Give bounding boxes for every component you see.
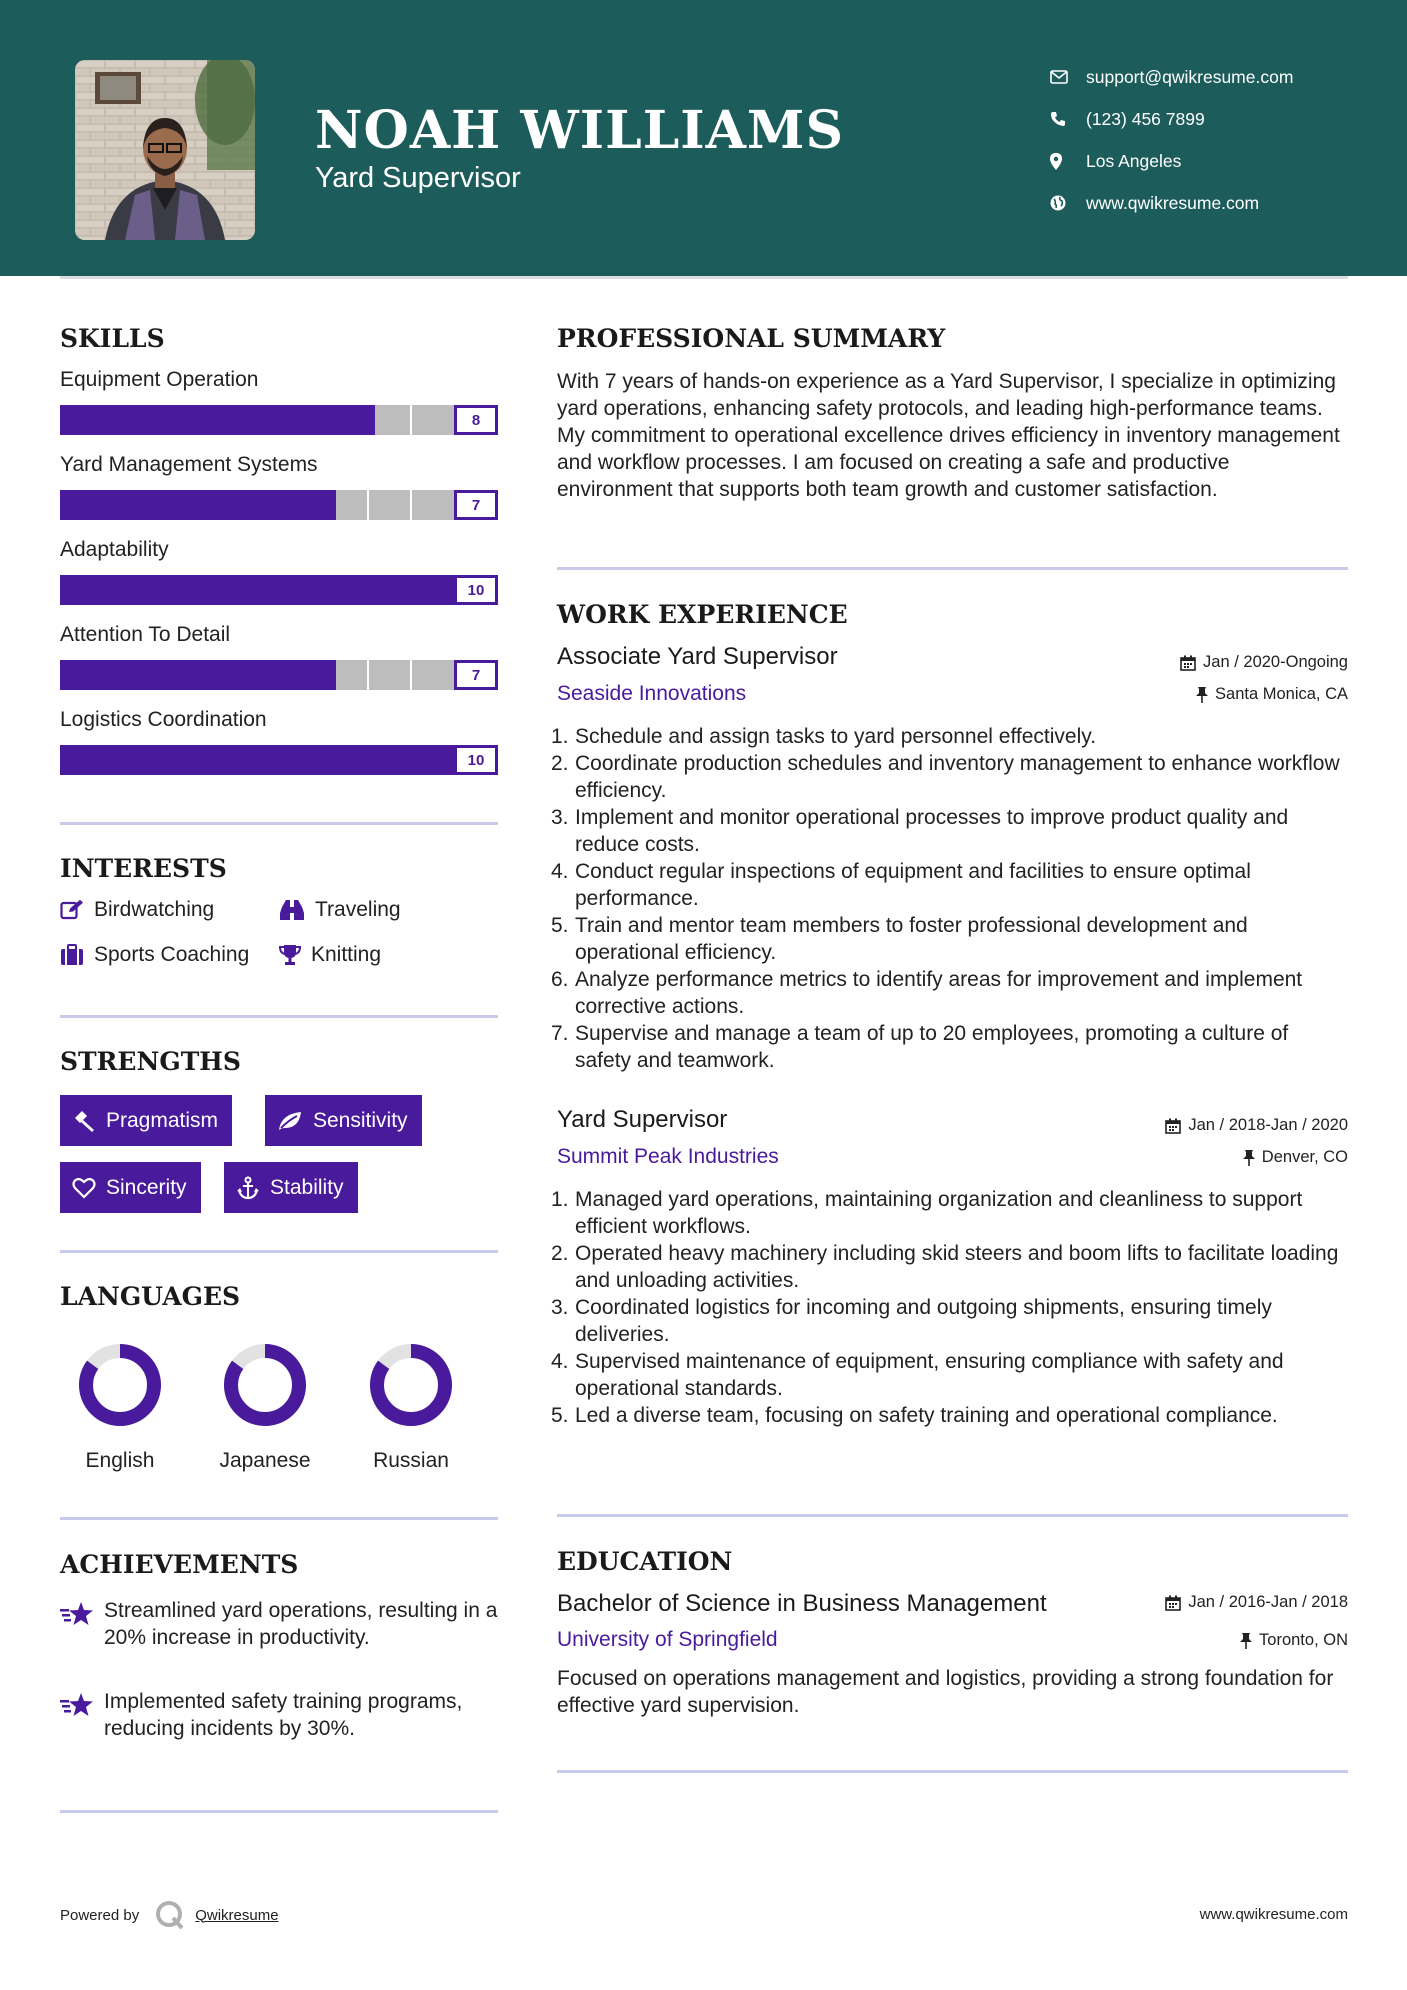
list-number: 3. xyxy=(551,1296,569,1319)
list-number: 7. xyxy=(551,1022,569,1045)
responsibility-text: Conduct regular inspections of equipment and facilities to ensure optimal performance. xyxy=(575,860,1251,910)
skill-bar-segment xyxy=(148,575,150,605)
anchor-icon xyxy=(236,1176,260,1200)
map-pin-icon xyxy=(1050,153,1086,170)
interest-item xyxy=(60,943,249,967)
skill-bar xyxy=(60,490,498,520)
job-dates xyxy=(1165,1116,1348,1135)
list-number: 2. xyxy=(551,1242,569,1265)
section-divider xyxy=(60,1810,498,1813)
header-divider xyxy=(60,276,1348,279)
skill-bar-segment xyxy=(367,660,369,690)
job-location xyxy=(1243,1148,1348,1167)
gavel-icon xyxy=(72,1110,96,1132)
job-responsibilities xyxy=(551,723,1347,1074)
skill-level-badge: 10 xyxy=(454,745,498,775)
strength-label: Stability xyxy=(270,1175,344,1199)
skill-level-badge: 8 xyxy=(454,405,498,435)
responsibility-item xyxy=(551,1402,1347,1429)
skill-bar-segment xyxy=(235,490,237,520)
skill-bar-segment xyxy=(323,575,325,605)
contact-website-text: www.qwikresume.com xyxy=(1086,192,1260,213)
skill-bar-segment xyxy=(104,575,106,605)
phone-icon xyxy=(1050,111,1086,127)
responsibility-item xyxy=(551,858,1347,912)
skill-bar-segment xyxy=(410,745,412,775)
education-degree: Bachelor of Science in Business Management xyxy=(557,1590,1047,1617)
job-location-text: Denver, CO xyxy=(1261,1148,1348,1166)
language-name: Japanese xyxy=(219,1449,311,1472)
interest-item xyxy=(279,943,381,967)
pushpin-icon xyxy=(1240,1633,1252,1649)
list-number: 4. xyxy=(551,1350,569,1373)
strength-label: Sensitivity xyxy=(313,1108,408,1132)
education-location xyxy=(1240,1631,1348,1650)
job-title: Yard Supervisor xyxy=(557,1106,728,1133)
skill-bar xyxy=(60,405,498,435)
achievement-item xyxy=(60,1688,500,1742)
skill-bar-segment xyxy=(235,660,237,690)
strength-label: Pragmatism xyxy=(106,1108,219,1132)
section-divider xyxy=(60,822,498,825)
skill-bar-segment xyxy=(148,660,150,690)
list-number: 2. xyxy=(551,752,569,775)
responsibility-text: Analyze performance metrics to identify areas for improvement and implement corrective actions. xyxy=(575,968,1303,1018)
job-company: Seaside Innovations xyxy=(557,682,747,705)
skill-name: Attention To Detail xyxy=(60,623,231,646)
language-item xyxy=(205,1340,325,1473)
skill-bar-segment xyxy=(191,575,193,605)
responsibility-text: Operated heavy machinery including skid steers and boom lifts to facilitate loading and unloading activities. xyxy=(575,1242,1339,1292)
achievement-text: Implemented safety training programs, reducing incidents by 30%. xyxy=(104,1690,463,1740)
skill-bar-segment xyxy=(279,490,281,520)
calendar-icon xyxy=(1180,655,1196,671)
education-dates-text: Jan / 2016-Jan / 2018 xyxy=(1188,1593,1348,1611)
skill-bar-segment xyxy=(235,745,237,775)
footer-powered-by xyxy=(60,1900,279,1930)
skill-bar-segment xyxy=(235,405,237,435)
contact-location-text: Los Angeles xyxy=(1086,150,1182,171)
briefcase-icon xyxy=(60,944,84,966)
skill-bar xyxy=(60,660,498,690)
skill-bar-segment xyxy=(104,490,106,520)
list-number: 6. xyxy=(551,968,569,991)
strength-badge xyxy=(60,1095,232,1146)
pushpin-icon xyxy=(1196,687,1208,703)
skill-name: Adaptability xyxy=(60,538,169,561)
education-location-text: Toronto, ON xyxy=(1259,1631,1348,1649)
job-dates xyxy=(1180,653,1348,672)
list-number: 5. xyxy=(551,1404,569,1427)
skill-bar-segment xyxy=(323,660,325,690)
skill-name: Logistics Coordination xyxy=(60,708,267,731)
envelope-icon xyxy=(1050,70,1086,84)
job-dates-text: Jan / 2020-Ongoing xyxy=(1203,653,1348,671)
leaf-icon xyxy=(277,1110,303,1132)
achievement-text: Streamlined yard operations, resulting in a 20% increase in productivity. xyxy=(104,1599,498,1649)
skill-bar-segment xyxy=(410,575,412,605)
responsibility-text: Coordinated logistics for incoming and outgoing shipments, ensuring timely deliveries. xyxy=(575,1296,1272,1346)
job-location-text: Santa Monica, CA xyxy=(1215,685,1348,703)
strengths-heading: STRENGTHS xyxy=(60,1047,241,1076)
powered-by-label: Powered by xyxy=(60,1906,140,1924)
responsibility-text: Led a diverse team, focusing on safety training and operational compliance. xyxy=(575,1404,1278,1427)
skill-bar-fill xyxy=(60,405,375,435)
skill-bar-segment xyxy=(410,490,412,520)
contact-email-text: support@qwikresume.com xyxy=(1086,66,1294,87)
responsibility-text: Managed yard operations, maintaining organization and cleanliness to support efficient workflows. xyxy=(575,1188,1303,1238)
skill-level-badge: 10 xyxy=(454,575,498,605)
resume-header xyxy=(0,0,1407,276)
language-item xyxy=(351,1340,471,1473)
qwikresume-link[interactable]: Qwikresume xyxy=(195,1906,279,1924)
skill-level-badge: 7 xyxy=(454,660,498,690)
skill-bar-segment xyxy=(367,490,369,520)
strength-label: Sincerity xyxy=(106,1175,187,1199)
section-divider xyxy=(60,1517,498,1520)
achievement-item xyxy=(60,1597,500,1651)
education-dates xyxy=(1165,1593,1348,1612)
skill-bar-segment xyxy=(148,745,150,775)
skill-bar-segment xyxy=(191,660,193,690)
pushpin-icon xyxy=(1243,1150,1255,1166)
skill-bar-segment xyxy=(323,745,325,775)
contact-list xyxy=(1050,56,1293,224)
strength-badge xyxy=(265,1095,422,1146)
skill-bar-segment xyxy=(323,405,325,435)
responsibility-text: Train and mentor team members to foster professional development and operational efficiency. xyxy=(575,914,1248,964)
list-number: 5. xyxy=(551,914,569,937)
section-divider xyxy=(60,1250,498,1253)
skill-bar-segment xyxy=(367,405,369,435)
skill-bar-segment xyxy=(410,405,412,435)
calendar-icon xyxy=(1165,1118,1181,1134)
skill-bar-segment xyxy=(367,575,369,605)
interest-label: Birdwatching xyxy=(94,898,215,921)
skill-bar xyxy=(60,745,498,775)
contact-website[interactable] xyxy=(1050,182,1293,224)
section-divider xyxy=(557,1770,1348,1773)
language-name: English xyxy=(85,1449,155,1472)
list-number: 3. xyxy=(551,806,569,829)
skill-bar-segment xyxy=(410,660,412,690)
skill-bar-segment xyxy=(148,405,150,435)
list-number: 1. xyxy=(551,725,569,748)
strength-badge xyxy=(224,1162,358,1213)
job-dates-text: Jan / 2018-Jan / 2020 xyxy=(1188,1116,1348,1134)
contact-location xyxy=(1050,140,1293,182)
skill-level-badge: 7 xyxy=(454,490,498,520)
skill-bar-segment xyxy=(191,490,193,520)
binoculars-icon xyxy=(279,899,305,921)
skill-bar-segment xyxy=(279,575,281,605)
responsibility-text: Supervised maintenance of equipment, ensuring compliance with safety and operational standards. xyxy=(575,1350,1284,1400)
responsibility-item xyxy=(551,1294,1347,1348)
contact-email[interactable] xyxy=(1050,56,1293,98)
language-name: Russian xyxy=(373,1449,449,1472)
contact-phone[interactable] xyxy=(1050,98,1293,140)
languages-heading: LANGUAGES xyxy=(60,1282,241,1311)
education-description: Focused on operations management and logistics, providing a strong foundation for effective yard supervision. xyxy=(557,1667,1334,1717)
skill-bar-segment xyxy=(104,405,106,435)
education-school: University of Springfield xyxy=(557,1628,778,1651)
section-divider xyxy=(60,1015,498,1018)
skill-bar-segment xyxy=(367,745,369,775)
responsibility-text: Coordinate production schedules and inventory management to enhance workflow efficiency. xyxy=(575,752,1340,802)
interest-label: Sports Coaching xyxy=(94,943,250,966)
responsibility-item xyxy=(551,750,1347,804)
skills-heading: SKILLS xyxy=(60,324,165,353)
responsibility-item xyxy=(551,1348,1347,1402)
achievements-heading: ACHIEVEMENTS xyxy=(60,1550,299,1579)
skill-bar-segment xyxy=(191,745,193,775)
responsibility-item xyxy=(551,1240,1347,1294)
list-number: 1. xyxy=(551,1188,569,1211)
job-location xyxy=(1196,685,1348,704)
language-donut xyxy=(60,1340,180,1430)
responsibility-item xyxy=(551,966,1347,1020)
interest-item xyxy=(279,898,401,922)
skill-bar-segment xyxy=(104,745,106,775)
candidate-name: NOAH WILLIAMS xyxy=(315,100,845,161)
skill-bar-segment xyxy=(323,490,325,520)
candidate-title: Yard Supervisor xyxy=(315,162,521,194)
language-donut xyxy=(205,1340,325,1430)
interest-label: Traveling xyxy=(315,898,401,921)
star-icon xyxy=(60,1597,104,1651)
summary-heading: PROFESSIONAL SUMMARY xyxy=(557,324,946,353)
responsibility-item xyxy=(551,1186,1347,1240)
strength-badge xyxy=(60,1162,201,1213)
interests-heading: INTERESTS xyxy=(60,854,227,883)
skill-bar-segment xyxy=(191,405,193,435)
responsibility-item xyxy=(551,912,1347,966)
skill-bar xyxy=(60,575,498,605)
profile-photo xyxy=(75,60,255,240)
skill-bar-segment xyxy=(279,405,281,435)
footer-website[interactable]: www.qwikresume.com xyxy=(1199,1906,1348,1923)
skill-bar-fill xyxy=(60,660,336,690)
summary-text: With 7 years of hands-on experience as a Yard Supervisor, I specialize in optimizing yard operations, enhancing safety protocols, and leading high-performance teams. My commitment to operational excellence drives efficiency in inventory management and workflow processes. I am focused on creating a safe and productive environment that supports both team growth and customer satisfaction. xyxy=(557,370,1340,501)
responsibility-item xyxy=(551,1020,1347,1074)
responsibility-item xyxy=(551,804,1347,858)
contact-phone-text: (123) 456 7899 xyxy=(1086,108,1205,129)
job-responsibilities xyxy=(551,1186,1347,1429)
star-icon xyxy=(60,1688,104,1742)
education-heading: EDUCATION xyxy=(557,1547,733,1576)
skill-bar-segment xyxy=(279,660,281,690)
qwikresume-logo-icon xyxy=(155,1900,185,1930)
pencil-square-icon xyxy=(60,899,84,921)
responsibility-text: Implement and monitor operational processes to improve product quality and reduce costs. xyxy=(575,806,1289,856)
job-company: Summit Peak Industries xyxy=(557,1145,779,1168)
responsibility-item xyxy=(551,723,1347,750)
language-item xyxy=(60,1340,180,1473)
experience-heading: WORK EXPERIENCE xyxy=(557,600,848,629)
trophy-icon xyxy=(279,944,301,966)
section-divider xyxy=(557,1514,1348,1517)
globe-icon xyxy=(1050,195,1086,211)
skill-bar-segment xyxy=(279,745,281,775)
skill-bar-segment xyxy=(104,660,106,690)
language-donut xyxy=(351,1340,471,1430)
interest-item xyxy=(60,898,214,922)
job-title: Associate Yard Supervisor xyxy=(557,643,838,670)
responsibility-text: Schedule and assign tasks to yard personnel effectively. xyxy=(575,725,1097,748)
section-divider xyxy=(557,567,1348,570)
skill-name: Yard Management Systems xyxy=(60,453,318,476)
calendar-icon xyxy=(1165,1595,1181,1611)
skill-name: Equipment Operation xyxy=(60,368,259,391)
list-number: 4. xyxy=(551,860,569,883)
responsibility-text: Supervise and manage a team of up to 20 employees, promoting a culture of safety and teamwork. xyxy=(575,1022,1289,1072)
skill-bar-fill xyxy=(60,490,336,520)
skill-bar-segment xyxy=(235,575,237,605)
heart-icon xyxy=(72,1177,96,1199)
skill-bar-segment xyxy=(148,490,150,520)
interest-label: Knitting xyxy=(311,943,382,966)
